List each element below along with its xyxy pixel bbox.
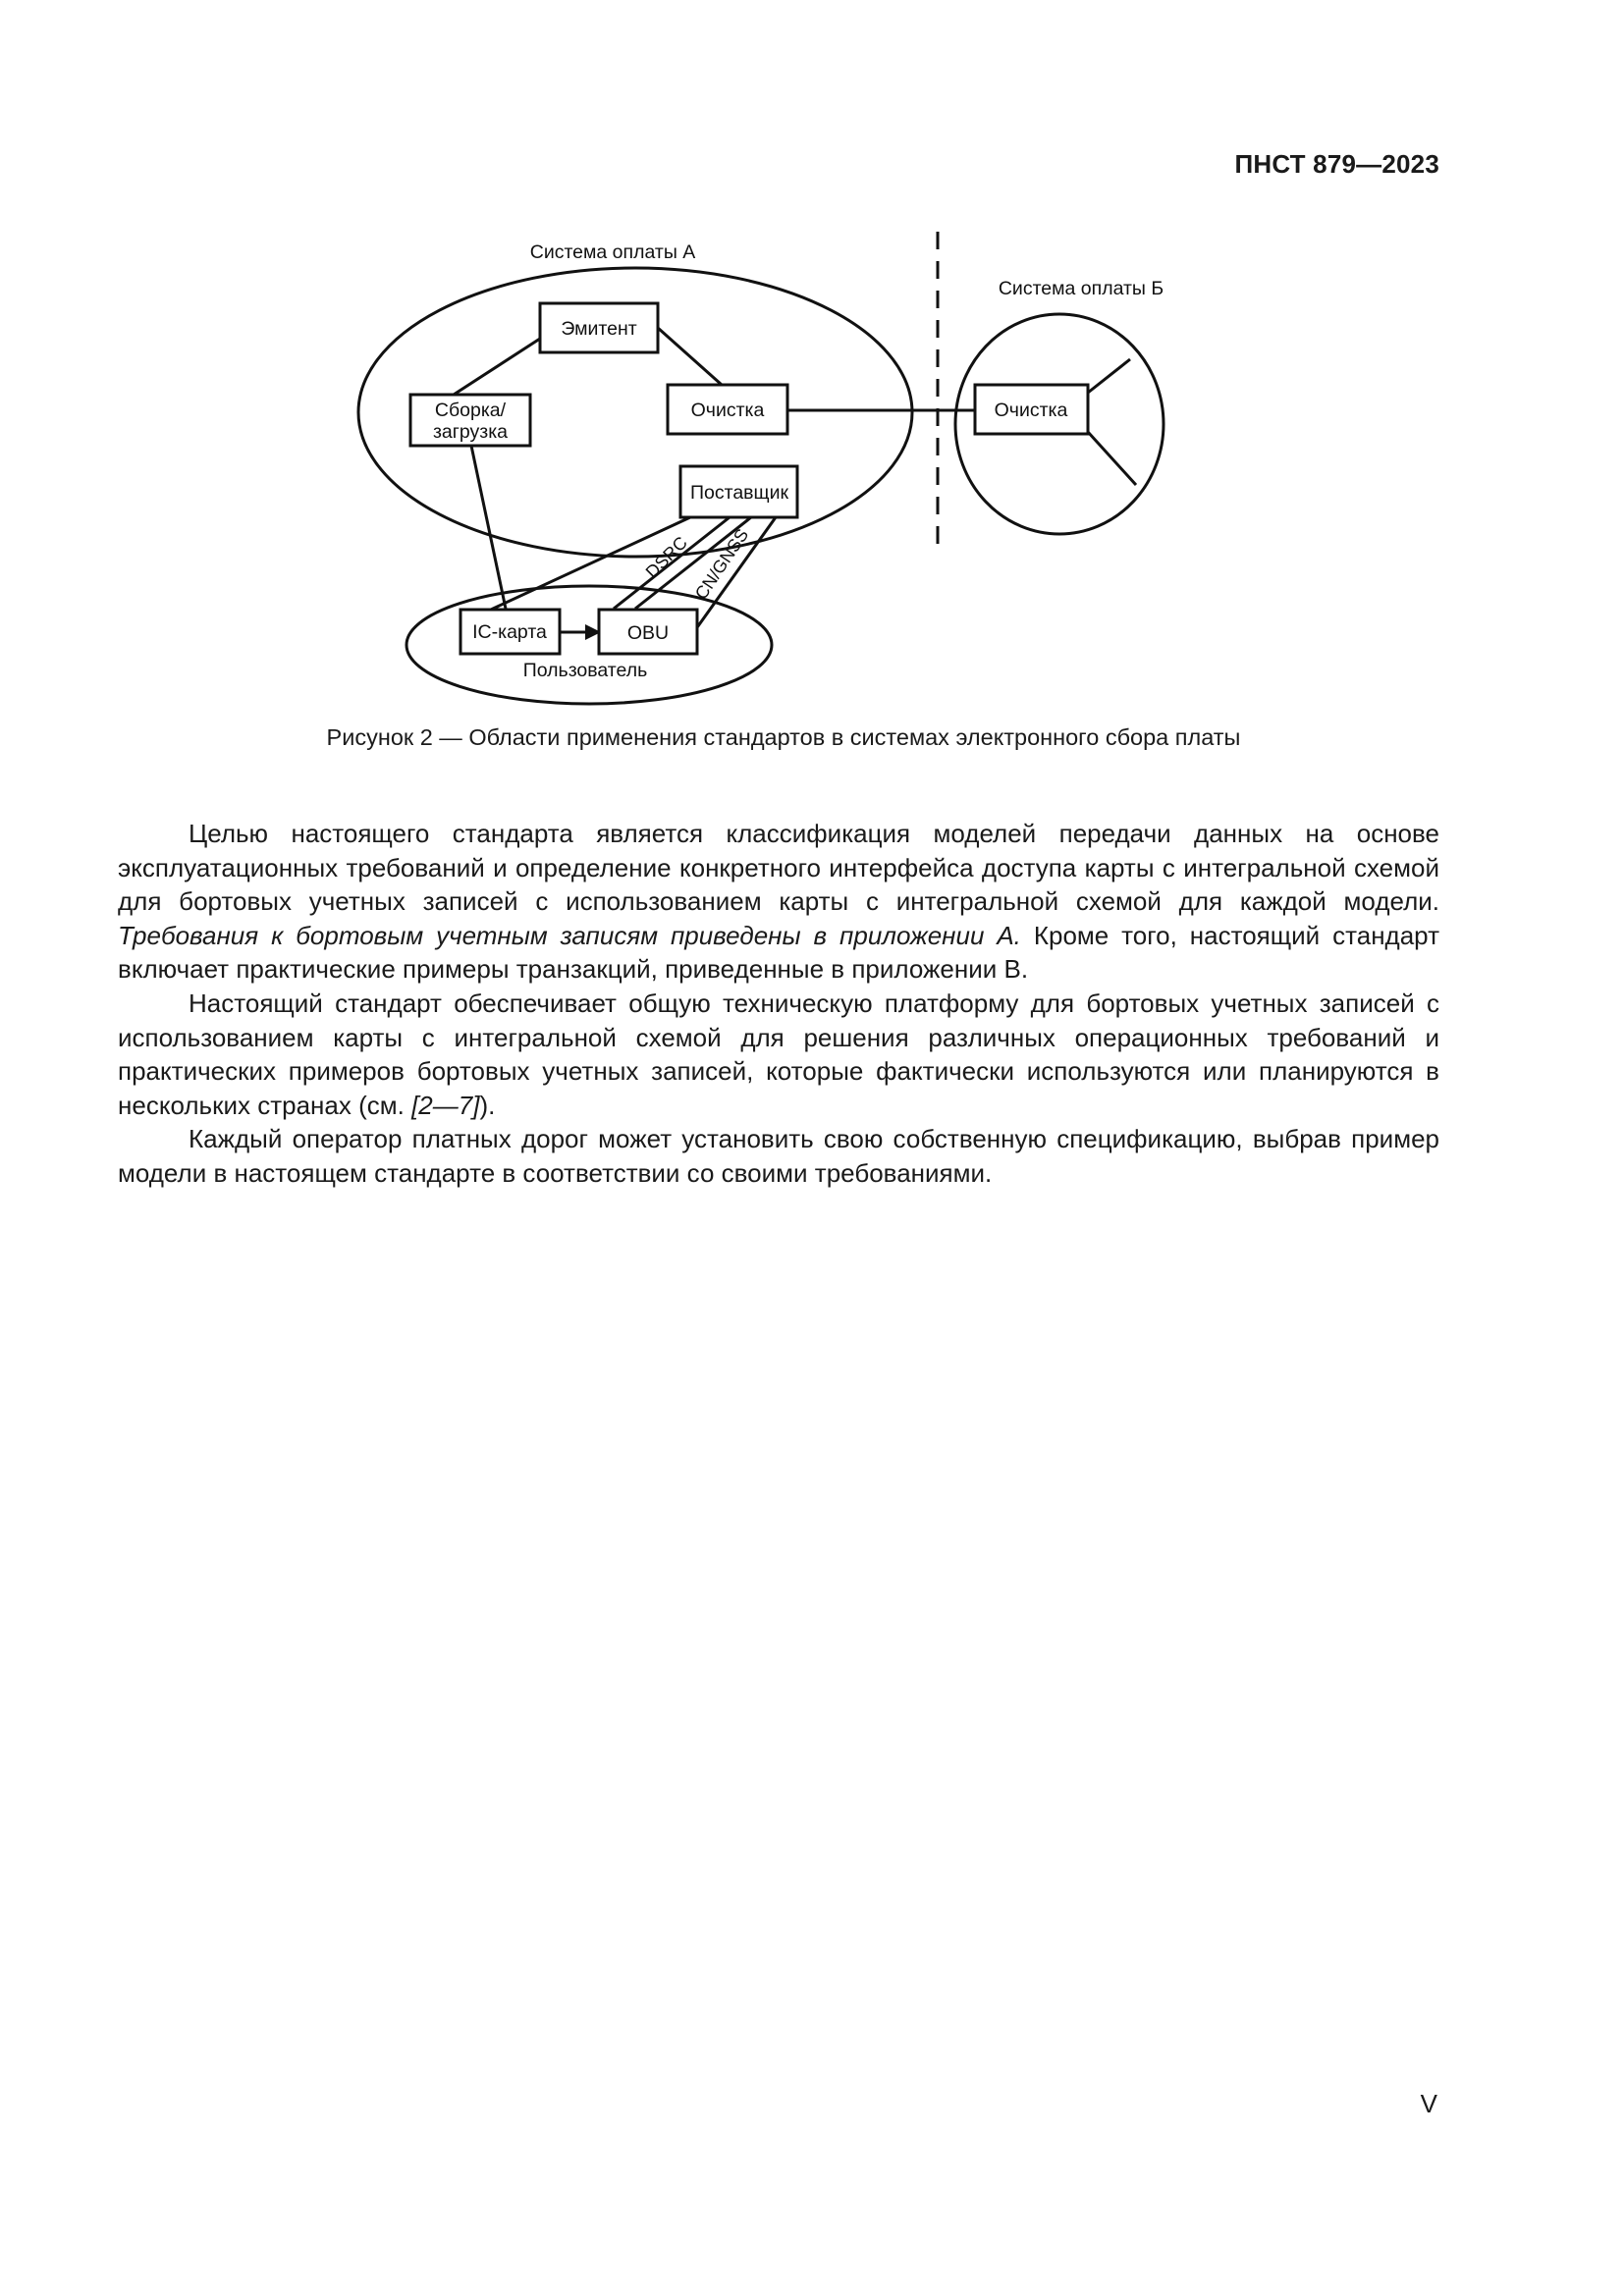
link-clearing-b-branch-down: [1088, 432, 1136, 485]
user-label: Пользователь: [522, 660, 648, 681]
paragraph-2-reference: [2—7]: [411, 1090, 480, 1120]
cn-gnss-link-label: CN/GNSS: [690, 525, 753, 604]
paragraph-2-text: Настоящий стандарт обеспечивает общую техническую платформу для бортовых учетных записей с использованием карты с интегральной схемой для решения различных операционных требований и практических примеров бортовых учетных записей, которые фактически используются или планируются в нескольких странах (см.: [118, 988, 1439, 1120]
obu-label: OBU: [626, 622, 670, 644]
ic-card-label: IC-карта: [472, 621, 547, 643]
paragraph-2-end: ).: [479, 1090, 496, 1120]
link-emitter-assembly: [454, 337, 543, 395]
clearing-b-label: Очистка: [994, 400, 1068, 421]
figure-caption: Рисунок 2 — Области применения стандартов в системах электронного сбора платы: [326, 724, 1241, 750]
assembly-label-line2: загрузка: [432, 421, 509, 443]
body-text: [118, 817, 1439, 1191]
paragraph-1-text: Целью настоящего стандарта является классификация моделей передачи данных на основе эксплуатационных требований и определение конкретного интерфейса доступа карты с интегральной схемой для бортовых учетных записей с использованием карты с интегральной схемой для каждой модели.: [118, 819, 1439, 917]
paragraph-1-text-end: Кроме того, настоящий стандарт включает практические примеры транзакций, приведенные в приложении В.: [118, 920, 1439, 985]
paragraph-1: [118, 817, 1439, 987]
figure-payment-systems-diagram: [0, 0, 1624, 726]
link-clearing-b-branch-up: [1088, 359, 1130, 393]
document-id-header: ПНСТ 879—2023: [1234, 149, 1439, 179]
system-a-label: Система оплаты А: [529, 241, 696, 263]
emitter-label: Эмитент: [561, 318, 637, 340]
page-number: V: [1420, 2089, 1437, 2118]
paragraph-3: Каждый оператор платных дорог может установить свою собственную спецификацию, выбрав пример модели в настоящем стандарте в соответствии со своими требованиями.: [118, 1124, 1439, 1188]
dsrc-link-label: DSRC: [641, 532, 691, 582]
system-b-label: Система оплаты Б: [998, 278, 1164, 299]
paragraph-2: [118, 987, 1439, 1122]
diagram-svg: [0, 0, 1624, 726]
paragraph-1-italic: Требования к бортовым учетным записям приведены в приложении А.: [118, 920, 1021, 950]
link-assembly-ic-card: [471, 446, 506, 609]
assembly-label-line1: Сборка/: [434, 400, 507, 421]
provider-label: Поставщик: [690, 482, 788, 504]
link-emitter-clearing: [658, 328, 722, 385]
clearing-a-label: Очистка: [690, 400, 765, 421]
